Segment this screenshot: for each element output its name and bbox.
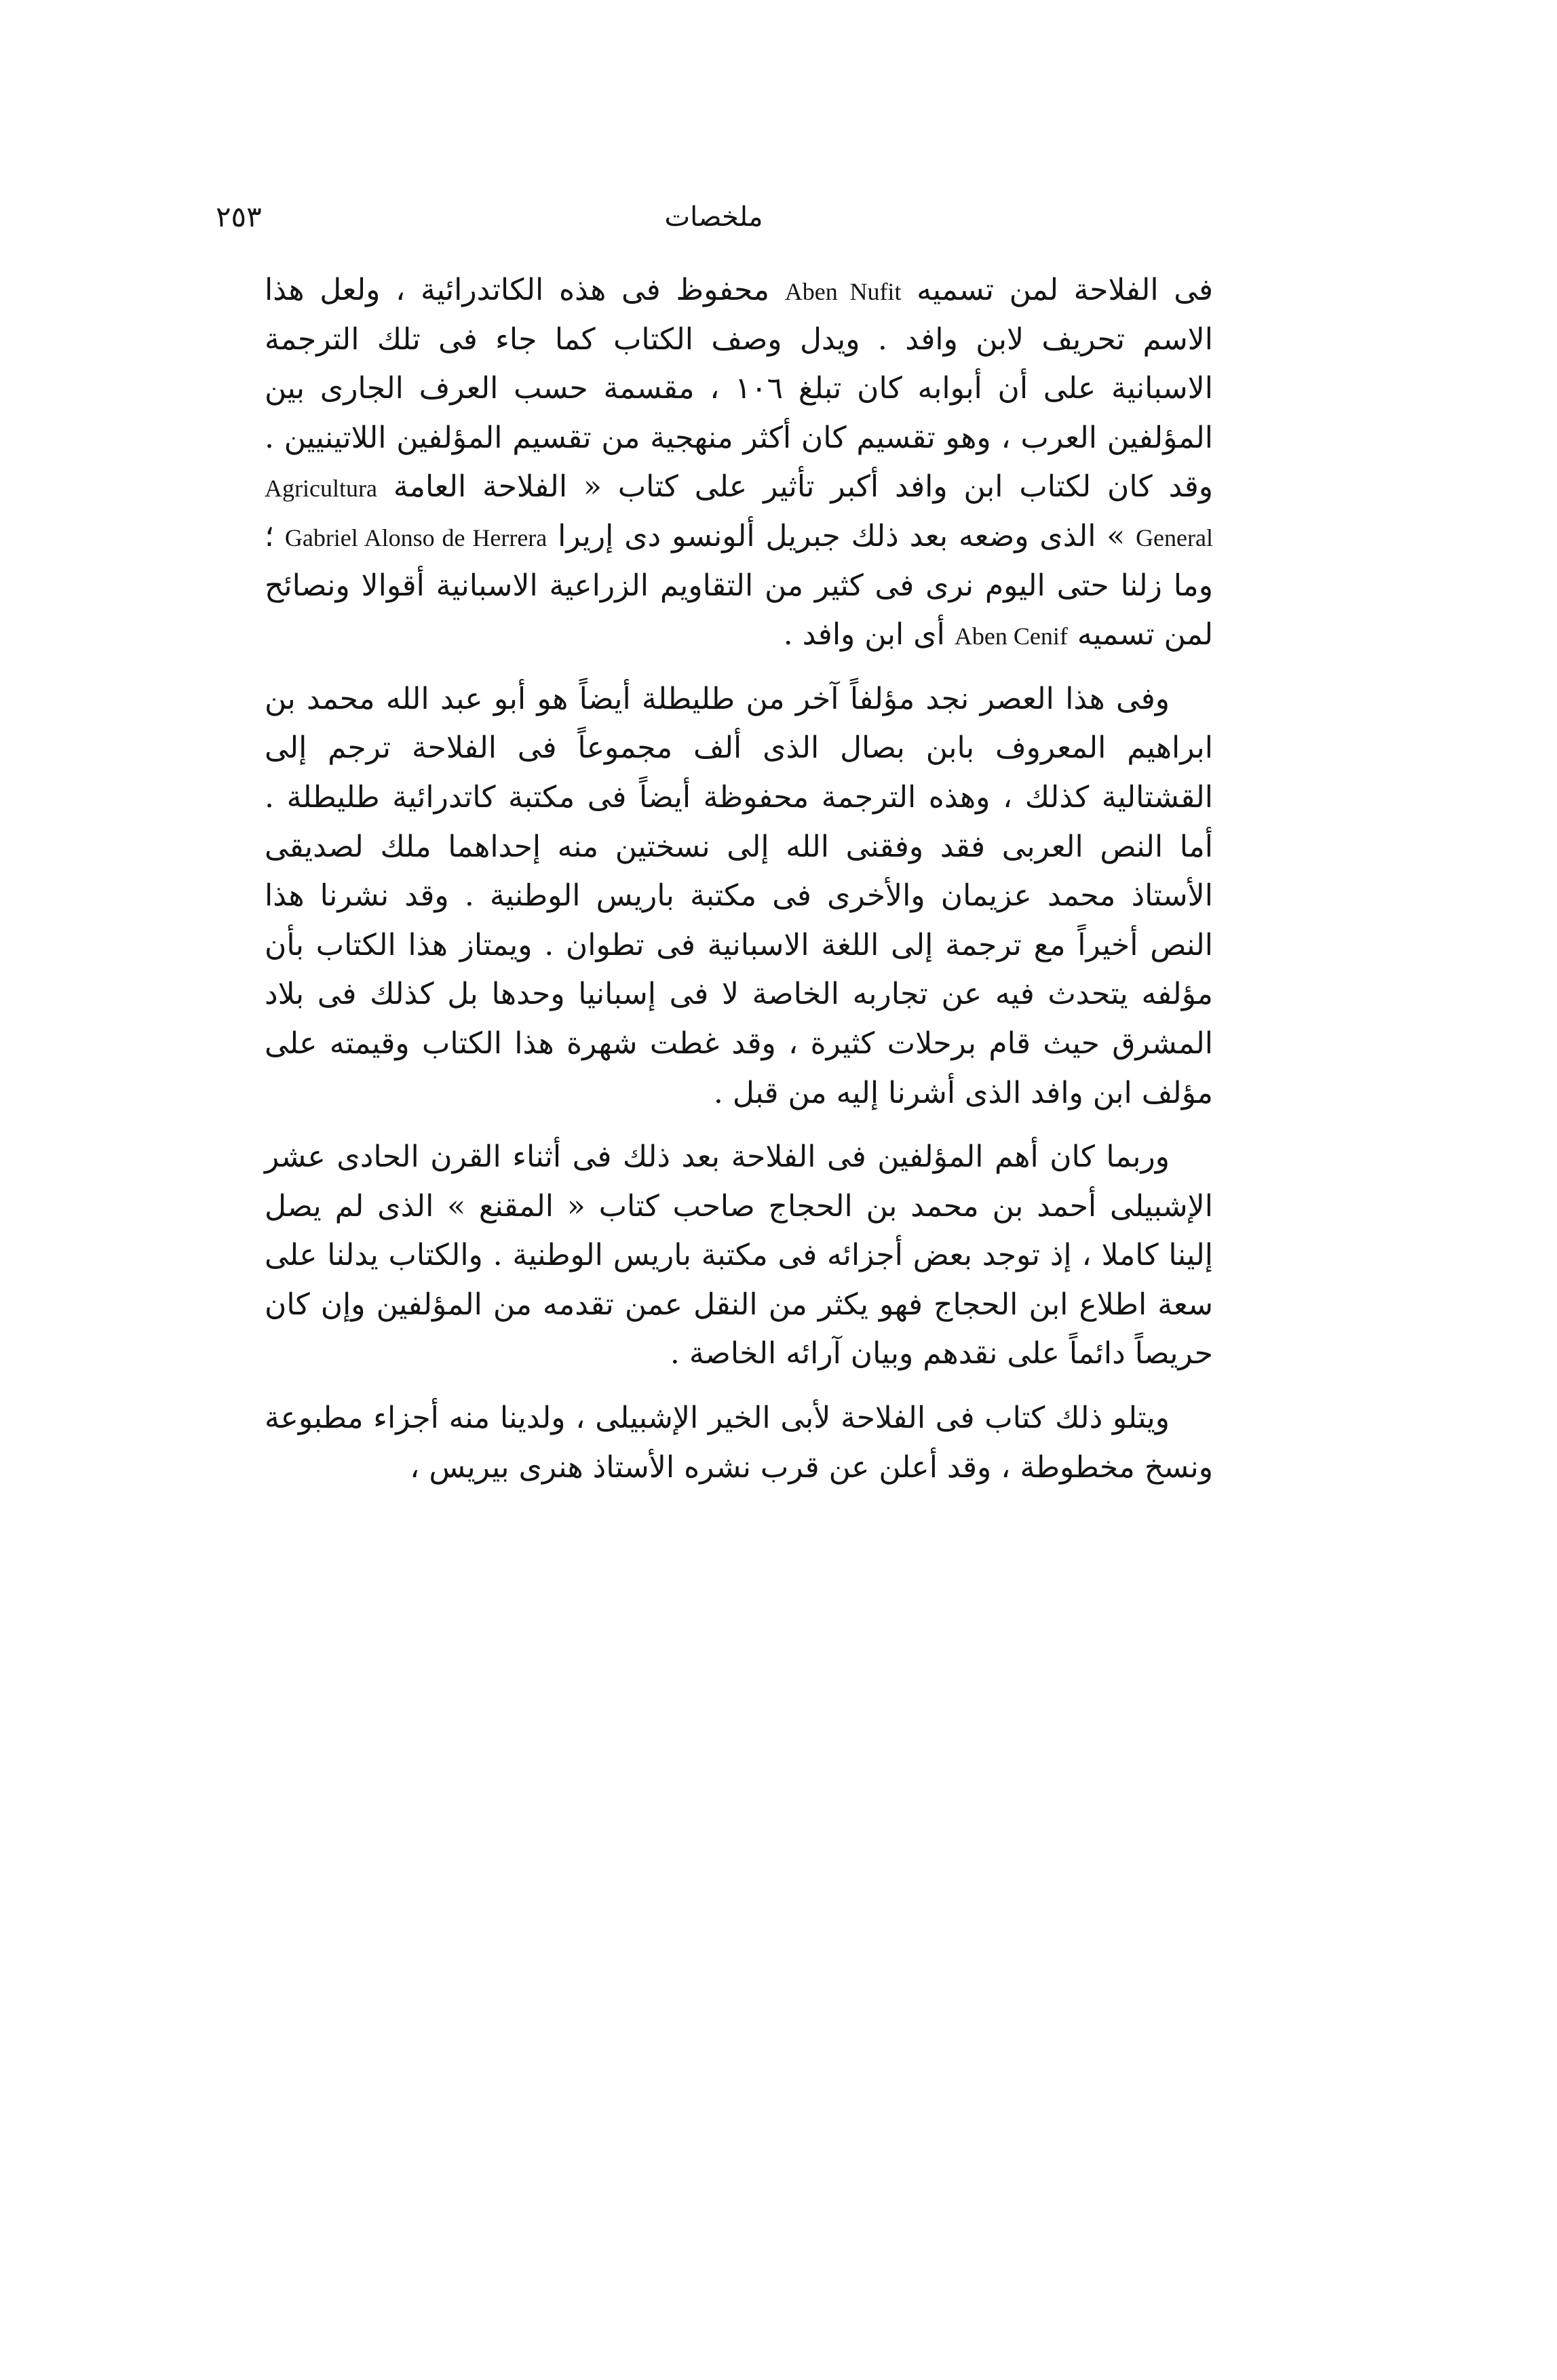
text-segment: ؛ وما زلنا حتى اليوم نرى فى كثير من التقاويم الزراعية الاسبانية أقوالا ونصائح لمن تسميه (265, 518, 1213, 652)
page-header (216, 197, 1212, 244)
paragraph-2 (265, 675, 1213, 1118)
latin-name: Gabriel Alonso de Herrera (284, 524, 547, 551)
page-number: ٢٥٣ (216, 200, 262, 233)
paragraph-3 (265, 1133, 1213, 1379)
latin-name: Aben Nufit (784, 278, 902, 305)
text-segment: أى ابن وافد . (783, 617, 955, 652)
paragraph-1 (265, 266, 1213, 660)
text-segment: وربما كان أهم المؤلفين فى الفلاحة بعد ذلك فى أثناء القرن الحادى عشر الإشبيلى أحمد بن محمد بن الحجاج صاحب كتاب « المقنع » الذى لم يصل إلينا كاملا ، إذ توجد بعض أجزائه فى مكتبة باريس الوطنية . والكتاب يدلنا على سعة اطلاع ابن الحجاج فهو يكثر من النقل عمن تقدمه من المؤلفين وإن كان حريصاً دائماً على نقدهم وبيان آرائه الخاصة . (265, 1139, 1213, 1371)
text-segment: ويتلو ذلك كتاب فى الفلاحة لأبى الخير الإشبيلى ، ولدينا منه أجزاء مطبوعة ونسخ مخطوطة ، وقد أعلن عن قرب نشره الأستاذ هنرى بيريس ، (265, 1401, 1213, 1485)
text-segment: محفوظ فى هذه الكاتدرائية ، ولعل هذا الاسم تحريف لابن وافد . ويدل وصف الكتاب كما جاء فى تلك الترجمة الاسبانية على أن أبوابه كان تبلغ ١٠٦ ، مقسمة حسب العرف الجارى بين المؤلفين العرب ، وهو تقسيم كان أكثر منهجية من تقسيم المؤلفين اللاتينيين . وقد كان لكتاب ابن وافد أكبر تأثير على كتاب « الفلاحة العامة (265, 273, 1213, 505)
body-text (265, 266, 1213, 1492)
text-segment: » الذى وضعه بعد ذلك جبريل ألونسو دى إريرا (547, 518, 1136, 553)
latin-name: Aben Cenif (954, 623, 1068, 650)
text-segment: وفى هذا العصر نجد مؤلفاً آخر من طليطلة أيضاً هو أبو عبد الله محمد بن ابراهيم المعروف بابن بصال الذى ألف مجموعاً فى الفلاحة ترجم إلى القشتالية كذلك ، وهذه الترجمة محفوظة أيضاً فى مكتبة كاتدرائية طليطلة . أما النص العربى فقد وفقنى الله إلى نسختين منه إحداهما ملك لصديقى الأستاذ محمد عزيمان والأخرى فى مكتبة باريس الوطنية . وقد نشرنا هذا النص أخيراً مع ترجمة إلى اللغة الاسبانية فى تطوان . ويمتاز هذا الكتاب بأن مؤلفه يتحدث فيه عن تجاربه الخاصة لا فى إسبانيا وحدها بل كذلك فى بلاد المشرق حيث قام برحلات كثيرة ، وقد غطت شهرة هذا الكتاب وقيمته على مؤلف ابن وافد الذى أشرنا إليه من قبل . (265, 681, 1213, 1110)
running-title: ملخصات (664, 201, 763, 233)
paragraph-4 (265, 1394, 1213, 1492)
latin-name: Agricultura General (265, 475, 1213, 551)
text-segment: فى الفلاحة لمن تسميه (901, 273, 1214, 307)
